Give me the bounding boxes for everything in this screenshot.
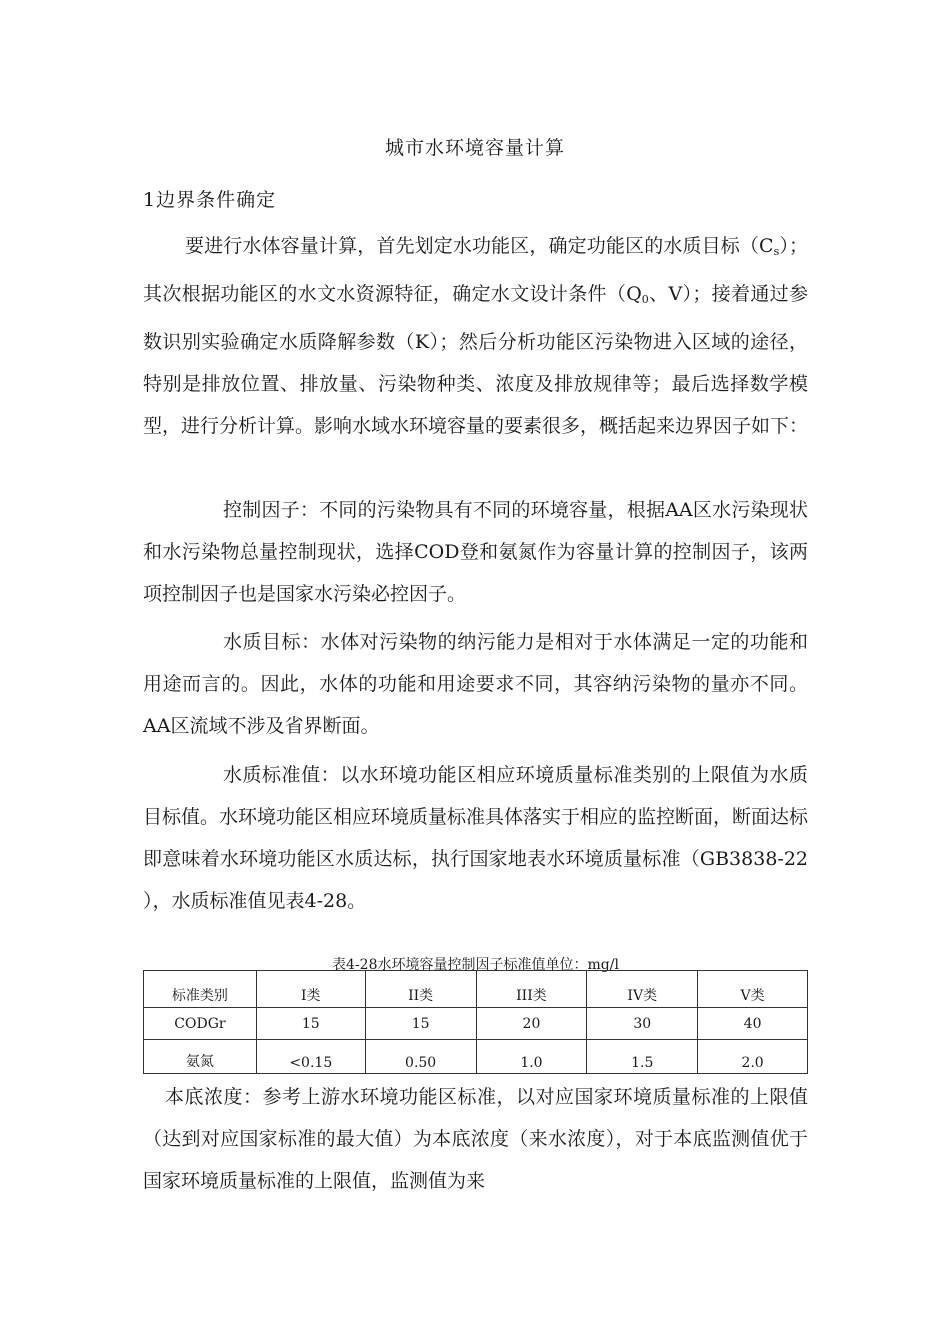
table-header-cell: V类 <box>698 971 808 1008</box>
table-row <box>144 1040 808 1074</box>
table-cell: 1.5 <box>587 1040 698 1074</box>
table-cell: 0.50 <box>365 1040 476 1074</box>
subscript-s: s <box>773 245 780 258</box>
table-cell: 2.0 <box>698 1040 808 1074</box>
document-title: 城市水环境容量计算 <box>384 137 565 159</box>
paragraph-control-factor: 控制因子：不同的污染物具有不同的环境容量，根据AA区水污染现状和水污染物总量控制现状，选择COD登和氨氮作为容量计算的控制因子，该两项控制因子也是国家水污染必控因子。 <box>143 499 808 605</box>
table-caption: 表4-28水环境容量控制因子标准值单位：mg/l <box>332 957 619 973</box>
paragraph-intro-part-a: 要进行水体容量计算，首先划定水功能区，确定功能区的水质目标（C <box>185 235 774 257</box>
paragraph-standard-value: 水质标准值：以水环境功能区相应环境质量标准类别的上限值为水质目标值。水环境功能区相应环境质量标准具体落实于相应的监控断面，断面达标即意味着水环境功能区水质达标，执行国家地表水环境质量标准（GB3838-22 ），水质标准值见表4-28。 <box>143 764 809 912</box>
table-header-cell: III类 <box>476 971 587 1008</box>
standard-values-table <box>143 970 808 1074</box>
table-cell: 30 <box>587 1008 698 1040</box>
paragraph-water-quality-target: 水质目标：水体对污染物的纳污能力是相对于水体满足一定的功能和用途而言的。因此，水体的功能和用途要求不同，其容纳污染物的量亦不同。AA区流域不涉及省界断面。 <box>143 631 808 737</box>
paragraph-intro <box>143 225 808 447</box>
table-cell: <0.15 <box>256 1040 365 1074</box>
table-cell: 氨氮 <box>144 1040 257 1074</box>
table-header-cell: II类 <box>365 971 476 1008</box>
table-cell: 15 <box>365 1008 476 1040</box>
table-header-cell: I类 <box>256 971 365 1008</box>
table-cell: 40 <box>698 1008 808 1040</box>
table-row <box>144 1008 808 1040</box>
section-heading: 1边界条件确定 <box>143 189 277 211</box>
table-header-cell: 标准类别 <box>144 971 257 1008</box>
paragraph-background-concentration: 本底浓度：参考上游水环境功能区标准，以对应国家环境质量标准的上限值（达到对应国家标准的最大值）为本底浓度（来水浓度），对于本底监测值优于国家环境质量标准的上限值，监测值为来 <box>143 1086 808 1192</box>
table-header-row <box>144 971 808 1008</box>
table-cell: 20 <box>476 1008 587 1040</box>
subscript-0: 0 <box>641 293 649 306</box>
paragraph-intro-part-c: 、V）；接着通过参数识别实验确定水质降解参数（K）；然后分析功能区污染物进入区域的途径，特别是排放位置、排放量、污染物种类、浓度及排放规律等；最后选择数学模型，进行分析计算。影响水域水环境容量的要素很多，概括起来边界因子如下： <box>143 283 809 437</box>
table-cell: 1.0 <box>476 1040 587 1074</box>
table-header-cell: IV类 <box>587 971 698 1008</box>
paragraph-intro-part-b: ）；其次根据功能区的水文水资源特征，确定水文设计条件（Q <box>143 235 808 305</box>
table-cell: CODGr <box>144 1008 257 1040</box>
table-cell: 15 <box>256 1008 365 1040</box>
